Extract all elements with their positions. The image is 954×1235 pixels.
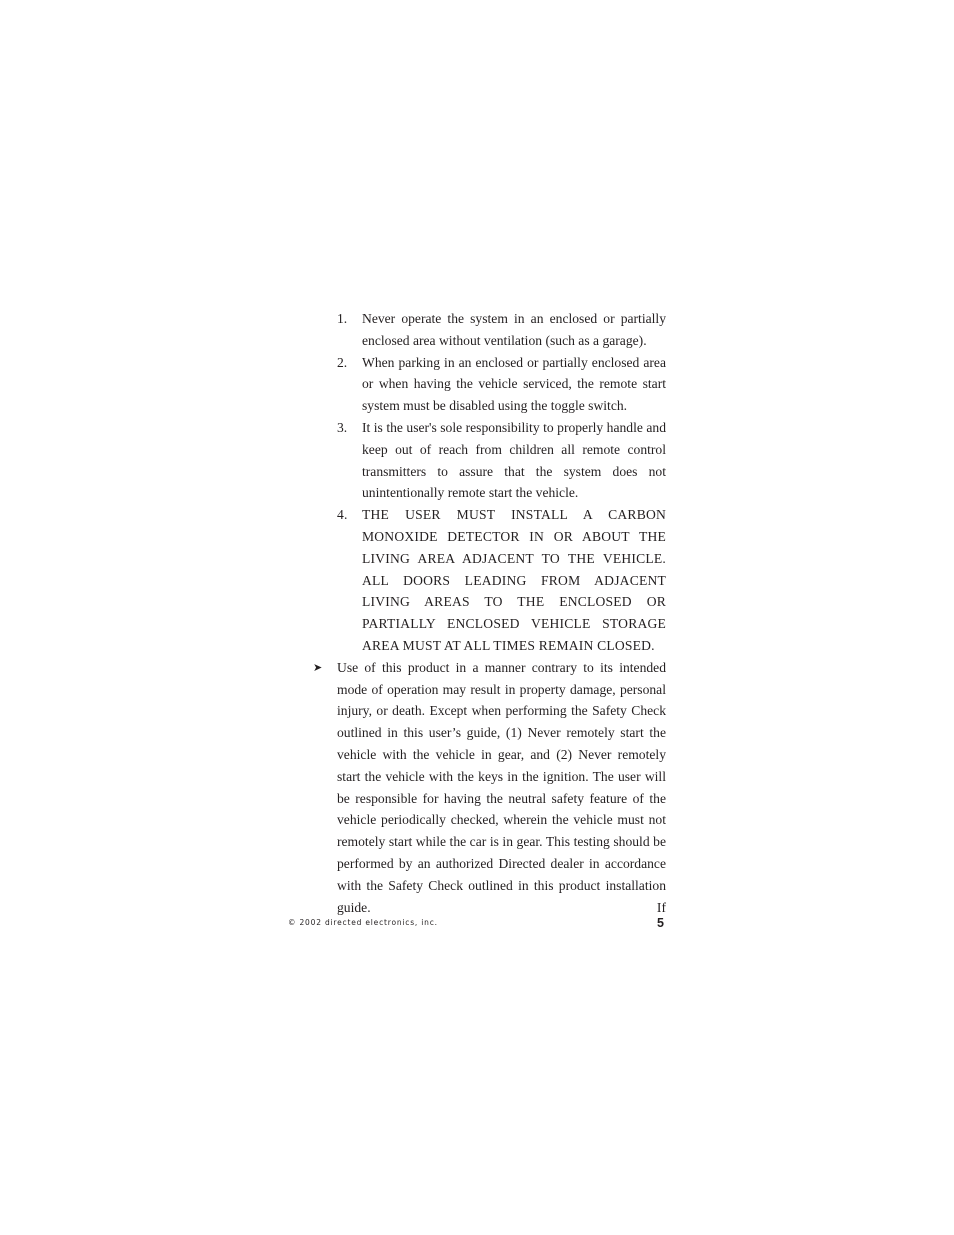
footer-copyright: © 2002 directed electronics, inc. (288, 918, 438, 927)
page-body (313, 308, 666, 918)
list-item-number: 2. (337, 354, 348, 370)
list-item-number: 1. (337, 311, 348, 326)
list-item (313, 308, 666, 352)
list-item-text: Never operate the system in an enclosed or partially enclosed area without ventilation (such as a garage). (362, 311, 666, 348)
arrowhead-bullet-icon: ➤ (313, 660, 323, 674)
list-item (313, 504, 666, 657)
list-item-number: 3. (337, 419, 348, 435)
list-item-text: When parking in an enclosed or partially enclosed area or when having the vehicle serviced, the remote start system must be disabled using the toggle switch. (362, 354, 666, 414)
page-number: 5 (657, 916, 664, 930)
list-item-text: It is the user's sole responsibility to properly handle and keep out of reach from children all remote control transmitters to assure that the system does not unintentionally remote start the vehicle. (362, 419, 666, 501)
warning-list (313, 308, 666, 657)
list-item (313, 417, 666, 504)
list-item-text: THE USER MUST INSTALL A CARBON MONOXIDE DETECTOR IN OR ABOUT THE LIVING AREA ADJACENT TO THE VEHICLE. ALL DOORS LEADING FROM ADJACENT LIVING AREAS TO THE ENCLOSED OR PARTIALLY ENCLOSED VEHICLE STORAGE AREA MUST AT ALL TIMES REMAIN CLOSED. (362, 507, 666, 653)
list-item (313, 352, 666, 417)
list-item-number: 4. (337, 507, 348, 523)
bullet-paragraph (313, 657, 666, 919)
bullet-text: Use of this product in a manner contrary to its intended mode of operation may result in property damage, personal injury, or death. Except when performing the Safety Check outlined in this user’s guide, (1) Never remotely start the vehicle with the vehicle in gear, and (2) Never remotely start the vehicle with the keys in the ignition. The user will be responsible for having the neutral safety feature of the vehicle periodically checked, wherein the vehicle must not remotely start while the car is in gear. This testing should be performed by an authorized Directed dealer in accordance with the Safety Check outlined in this product installation guide. If (337, 659, 666, 915)
